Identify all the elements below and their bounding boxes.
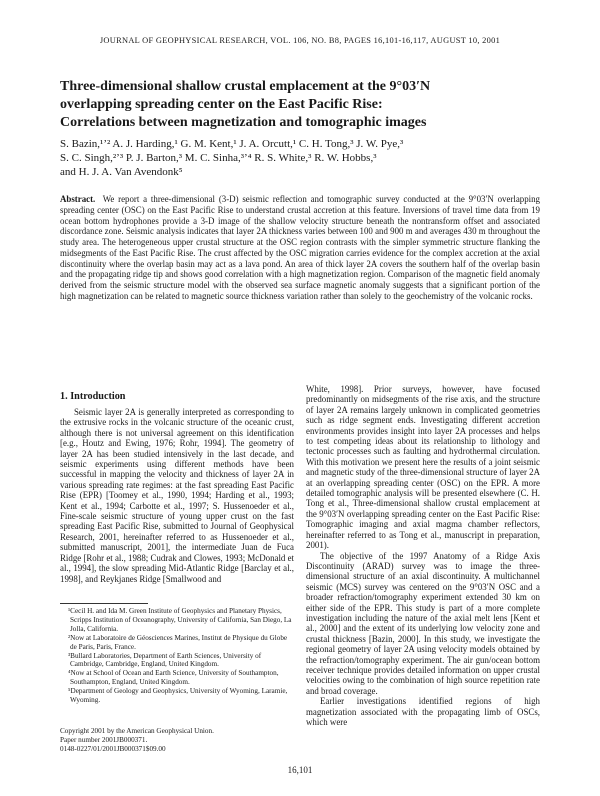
affiliation-footnotes [60, 607, 294, 705]
footnote-3: ³Bullard Laboratories, Department of Earth Sciences, University of Cambridge, Cambridge, England, United Kingdom. [68, 651, 262, 669]
running-head: JOURNAL OF GEOPHYSICAL RESEARCH, VOL. 106, NO. B8, PAGES 16,101-16,117, AUGUST 10, 2001 [99, 36, 501, 45]
footnote-4: ⁴Now at School of Ocean and Earth Science, University of Southampton, Southampton, England, United Kingdom. [68, 669, 279, 687]
author-line-1: S. Bazin,¹ʼ² A. J. Harding,¹ G. M. Kent,¹ J. A. Orcutt,¹ C. H. Tong,³ J. W. Pye,³ [60, 138, 404, 150]
title-line-3: Correlations between magnetization and tomographic images [60, 115, 427, 130]
copyright-line: Copyright 2001 by the American Geophysical Union. [60, 727, 214, 735]
title-line-1: Three-dimensional shallow crustal emplacement at the 9°03′N [60, 79, 431, 94]
paper-number: Paper number 2001JB000371. [60, 735, 148, 744]
article-title [60, 78, 540, 132]
intro-paragraph-2: The objective of the 1997 Anatomy of a Ridge Axis Discontinuity (ARAD) survey was to image the three-dimensional structure of an axial discontinuity. A multichannel seismic (MCS) survey was centered on the 9°03′N OSC and a broader refraction/tomography experiment extended 30 km on either side of the EPR. This study is part of a more complete investigation including the nature of the axial melt lens [Kent et al., 2000] and the extent of its underlying low velocity zone and crustal thickness [Bazin, 2000]. In this study, we investigate the regional geometry of layer 2A using velocity models obtained by the refraction/tomography experiment. The air gun/ocean bottom receiver technique provides detailed information on upper crustal velocities owing to the combination of high source repetition rate and broad coverage. [306, 550, 540, 696]
footnote-5: ⁵Department of Geology and Geophysics, University of Wyoming, Laramie, Wyoming. [68, 687, 288, 705]
footnote-1: ¹Cecil H. and Ida M. Green Institute of Geophysics and Planetary Physics, Scripps Institution of Oceanography, University of California, San Diego, La Jolla, California. [68, 607, 292, 633]
footnote-2: ²Now at Laboratoire de Géosciences Marines, Institut de Physique du Globe de Paris, Paris, France. [68, 633, 288, 651]
right-column [306, 384, 540, 727]
author-line-3: and H. J. A. Van Avendonk⁵ [60, 166, 183, 178]
left-column [60, 407, 294, 584]
copyright-block [60, 727, 294, 754]
intro-paragraph-1: Seismic layer 2A is generally interpreted as corresponding to the extrusive rocks in the volcanic structure of the oceanic crust, although there is not universal agreement on this identification [e.g., Houtz and Ewing, 1976; Rohr, 1994]. The geometry of layer 2A has been studied intensively in the last decade, and seismic experiments using different methods have been successful in mapping the velocity and thickness of layer 2A in various spreading rate regimes: at the fast spreading East Pacific Rise (EPR) [Toomey et al., 1990, 1994; Harding et al., 1993; Kent et al., 1994; Carbotte et al., 1997; S. Hussenoeder et al., Fine-scale seismic structure of young upper crust on the fast spreading East Pacific Rise, submitted to Journal of Geophysical Research, 2001, hereinafter referred to as Hussenoeder et al., submitted manuscript, 2001], the intermediate Juan de Fuca Ridge [Rohr et al., 1988; Cudrak and Clowes, 1993; McDonald et al., 1994], the slow spreading Mid-Atlantic Ridge [Barclay et al., 1998], and Reykjanes Ridge [Smallwood and [60, 407, 294, 584]
page-number: 16,101 [287, 765, 313, 775]
footnote-rule [60, 603, 148, 604]
section-heading-introduction: 1. Introduction [60, 391, 126, 402]
author-list [60, 137, 540, 179]
abstract-text: We report a three-dimensional (3-D) seismic reflection and tomographic survey conducted at the 9°03′N overlapping spreading center (OSC) on the East Pacific Rise to understand crustal accretion at this feature. Inversions of travel time data from 19 ocean bottom hydrophones provide a 3-D image of the shallow velocity structure beneath the nontransform offset and associated discordance zone. Seismic analysis indicates that layer 2A thickness varies between 100 and 900 m and averages 430 m throughout the study area. The heterogeneous upper crustal structure at the OSC region contrasts with the simpler symmetric structure flanking the midsegments of the East Pacific Rise. The crust affected by the OSC migration carries evidence for the complex accretion at the axial discontinuity where the overlap basin may act as a lava pond. An area of thick layer 2A covers the southern half of the overlap basin and the propagating ridge tip and shows good correlation with a high magnetization region. Comparison of the magnetic field anomaly derived from the seismic structure model with the observed sea surface magnetic anomaly suggests that a significant portion of the high magnetization can be related to magnetic source thickness variation rather than solely to the geochemistry of the volcanic rocks. [60, 194, 540, 301]
title-line-2: overlapping spreading center on the East Pacific Rise: [60, 97, 383, 112]
abstract [60, 194, 540, 302]
author-line-2: S. C. Singh,²ʼ³ P. J. Barton,³ M. C. Sinha,³ʼ⁴ R. S. White,³ R. W. Hobbs,³ [60, 152, 377, 164]
intro-paragraph-3: Earlier investigations identified regions of high magnetization associated with the propagating limb of OSCs, which were [306, 696, 540, 727]
abstract-label: Abstract. [60, 194, 96, 204]
issn-line: 0148-0227/01/2001JB000371$09.00 [60, 744, 166, 753]
intro-paragraph-continued: White, 1998]. Prior surveys, however, have focused predominantly on midsegments of the rise axis, and the structure of layer 2A remains largely unknown in complicated geometries such as ridge segment ends. Investigating different accretion environments provides insight into layer 2A processes and helps to test competing ideas about its relationship to lithology and tectonic processes such as faulting and hydrothermal circulation. With this motivation we present here the results of a joint seismic and magnetic study of the three-dimensional structure of layer 2A at an overlapping spreading center (OSC) on the EPR. A more detailed tomographic analysis will be presented elsewhere (C. H. Tong et al., Three-dimensional shallow crustal emplacement at the 9°03′N overlapping spreading center on the East Pacific Rise: Tomographic imaging and axial magma chamber reflectors, hereinafter referred to as Tong et al., manuscript in preparation, 2001). [306, 384, 540, 551]
